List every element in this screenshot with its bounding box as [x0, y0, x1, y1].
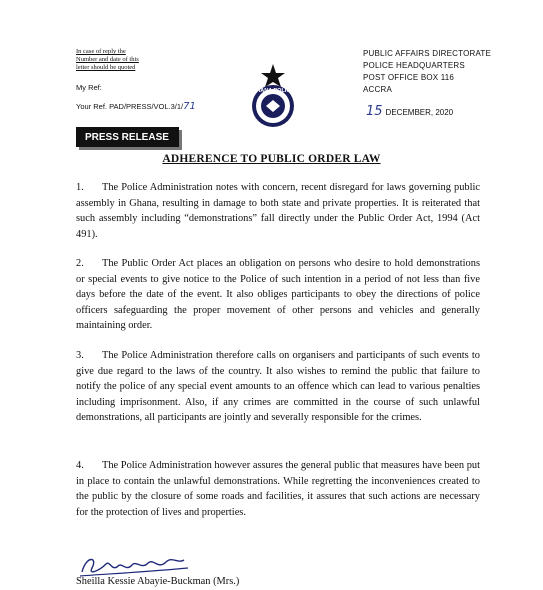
my-ref-label: My Ref:: [76, 83, 102, 92]
paragraph-number: 1.: [76, 182, 84, 193]
paragraph-text: The Police Administration however assures the general public that measures have been put in place to contain the unlawful demonstrations. While regretting the inconveniences created to the public by the closure of some roads and facilities, it assures that such actions are necessary for the protection of lives and properties.: [76, 460, 480, 518]
paragraph-2: [76, 256, 480, 334]
paragraph-text: The Public Order Act places an obligation on persons who desire to hold demonstrations or special events to give notice to the Police of such intention in a period of not less than five days before the date of the event. It also obliges participants to obey the directions of police officers safeguarding the proper movement of other persons and vehicles and generally maintaining order.: [76, 258, 480, 332]
reply-reference-note: [76, 48, 139, 72]
date: [366, 104, 453, 119]
reply-note-line: letter should be quoted: [76, 64, 136, 71]
your-ref-handwritten: 71: [183, 101, 196, 112]
paragraph-text: The Police Administration notes with concern, recent disregard for laws governing public assembly in Ghana, resulting in damage to both state and private properties. It is reiterated that such assembly including “demonstrations” fall directly under the Public Order Act, 1994 (Act 491).: [76, 182, 480, 240]
address-line: PUBLIC AFFAIRS DIRECTORATE: [363, 49, 492, 58]
press-release-label: PRESS RELEASE: [76, 127, 179, 147]
address-block: [363, 48, 491, 96]
paragraph-1: [76, 180, 480, 242]
paragraph-number: 3.: [76, 350, 84, 361]
date-day-handwritten: 15: [366, 104, 383, 119]
your-ref-label: Your Ref. PAD/PRESS/VOL.3/1/: [76, 102, 184, 111]
your-ref: [76, 101, 196, 112]
reply-note-line: Number and date of this: [76, 56, 139, 63]
signatory-name: Sheilla Kessie Abayie-Buckman (Mrs.): [76, 576, 240, 587]
date-rest: DECEMBER, 2020: [385, 108, 454, 117]
paragraph-number: 4.: [76, 460, 84, 471]
crest-text: GHANA POLICE: [252, 88, 294, 94]
reply-note-line: In case of reply the: [76, 48, 126, 55]
paragraph-number: 2.: [76, 258, 84, 269]
paragraph-4: [76, 458, 480, 520]
address-line: POST OFFICE BOX 116: [363, 73, 455, 82]
paragraph-3: [76, 348, 480, 426]
ghana-police-crest-icon: [238, 62, 308, 132]
address-line: POLICE HEADQUARTERS: [363, 61, 465, 70]
paragraph-text: The Police Administration therefore calls on organisers and participants of such events to give due regard to the laws of the country. It also wishes to remind the public that failure to notify the police of any special event amounts to an offence which can lead to various penalties including imprisonment. Also, if any crimes are committed in the course of such unlawful demonstrations, all participants are jointly and severally responsible for the crimes.: [76, 350, 480, 424]
address-line: ACCRA: [363, 85, 393, 94]
document-title: ADHERENCE TO PUBLIC ORDER LAW: [162, 153, 381, 165]
